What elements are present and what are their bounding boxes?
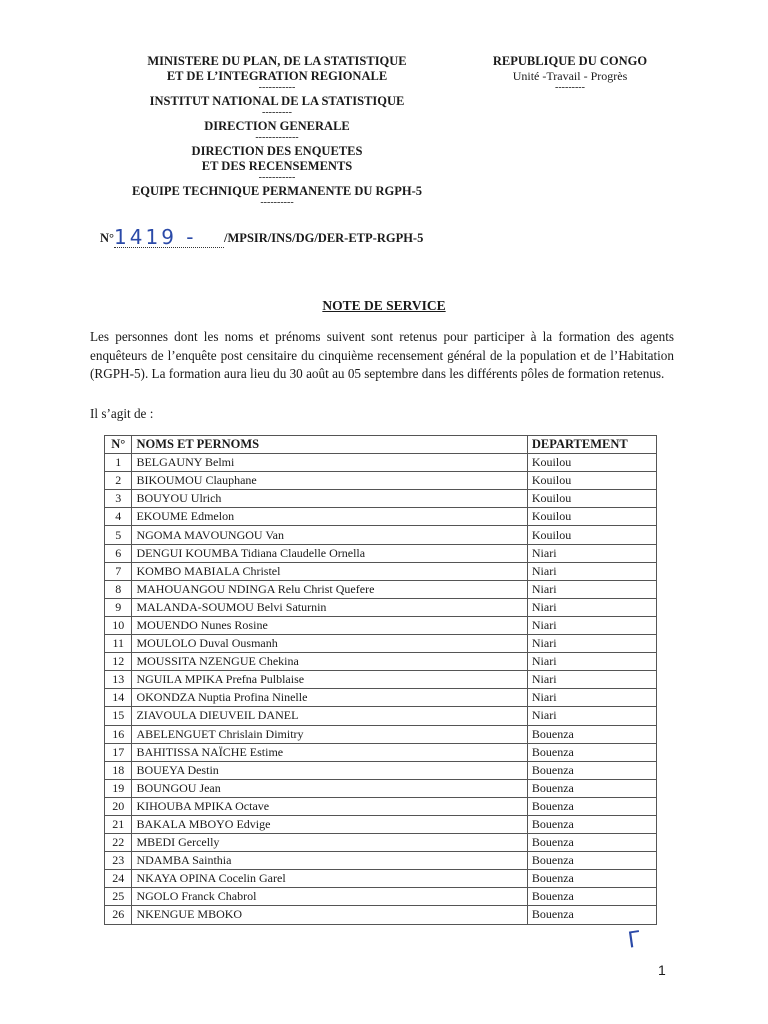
cell-department: Kouilou: [527, 526, 656, 544]
table-row: [105, 544, 657, 562]
cell-number: 2: [105, 472, 132, 490]
direction-enquetes-line-2: ET DES RECENSEMENTS: [201, 159, 353, 173]
cell-department: Bouenza: [527, 906, 656, 924]
cell-department: Kouilou: [527, 472, 656, 490]
page-number: 1: [658, 962, 666, 978]
cell-number: 11: [105, 635, 132, 653]
separator: -----------: [258, 172, 296, 183]
cell-name: ABELENGUET Chrislain Dimitry: [132, 725, 527, 743]
cell-name: BOUYOU Ulrich: [132, 490, 527, 508]
institute-line: INSTITUT NATIONAL DE LA STATISTIQUE: [149, 94, 405, 108]
cell-number: 3: [105, 490, 132, 508]
cell-name: DENGUI KOUMBA Tidiana Claudelle Ornella: [132, 544, 527, 562]
separator: ---------: [262, 107, 292, 118]
participants-table: [104, 435, 657, 925]
cell-name: MOUSSITA NZENGUE Chekina: [132, 653, 527, 671]
direction-generale-line: DIRECTION GENERALE: [204, 119, 350, 133]
handwritten-reference-number: 1419 -: [114, 227, 224, 248]
cell-name: BELGAUNY Belmi: [132, 454, 527, 472]
cell-number: 5: [105, 526, 132, 544]
cell-number: 26: [105, 906, 132, 924]
table-row: [105, 834, 657, 852]
republic-motto: Unité -Travail - Progrès: [512, 69, 628, 83]
table-row: [105, 562, 657, 580]
cell-name: BIKOUMOU Clauphane: [132, 472, 527, 490]
cell-number: 19: [105, 779, 132, 797]
cell-department: Bouenza: [527, 725, 656, 743]
cell-number: 15: [105, 707, 132, 725]
cell-department: Kouilou: [527, 508, 656, 526]
cell-number: 8: [105, 580, 132, 598]
cell-name: NDAMBA Sainthia: [132, 852, 527, 870]
cell-department: Niari: [527, 653, 656, 671]
table-row: [105, 490, 657, 508]
reference-number: [100, 227, 480, 248]
republic-name: REPUBLIQUE DU CONGO: [492, 54, 648, 68]
cell-name: NKAYA OPINA Cocelin Garel: [132, 870, 527, 888]
separator: ---------: [555, 82, 585, 93]
table-row: [105, 707, 657, 725]
column-header-department: DEPARTEMENT: [527, 436, 656, 454]
cell-number: 21: [105, 815, 132, 833]
cell-name: BAKALA MBOYO Edvige: [132, 815, 527, 833]
table-row: [105, 472, 657, 490]
cell-name: MALANDA-SOUMOU Belvi Saturnin: [132, 598, 527, 616]
table-row: [105, 508, 657, 526]
list-intro: Il s’agit de :: [90, 406, 154, 421]
cell-department: Bouenza: [527, 852, 656, 870]
table-row: [105, 779, 657, 797]
cell-department: Niari: [527, 544, 656, 562]
separator: -------------: [255, 132, 299, 143]
table-header-row: [105, 436, 657, 454]
cell-department: Bouenza: [527, 797, 656, 815]
table-row: [105, 616, 657, 634]
separator: ----------: [260, 197, 294, 208]
cell-name: BOUEYA Destin: [132, 761, 527, 779]
separator: -----------: [258, 82, 296, 93]
table-row: [105, 743, 657, 761]
cell-name: EKOUME Edmelon: [132, 508, 527, 526]
cell-number: 18: [105, 761, 132, 779]
cell-number: 10: [105, 616, 132, 634]
table-row: [105, 689, 657, 707]
table-row: [105, 870, 657, 888]
cell-department: Niari: [527, 598, 656, 616]
cell-name: BOUNGOU Jean: [132, 779, 527, 797]
cell-department: Niari: [527, 616, 656, 634]
cell-name: NGOMA MAVOUNGOU Van: [132, 526, 527, 544]
table-row: [105, 526, 657, 544]
reference-prefix: N°: [100, 231, 115, 245]
table-row: [105, 815, 657, 833]
cell-number: 20: [105, 797, 132, 815]
cell-department: Bouenza: [527, 761, 656, 779]
table-row: [105, 635, 657, 653]
cell-number: 9: [105, 598, 132, 616]
handwritten-initial-mark: ᒥ: [626, 927, 642, 954]
cell-department: Niari: [527, 562, 656, 580]
cell-name: KOMBO MABIALA Christel: [132, 562, 527, 580]
table-row: [105, 797, 657, 815]
table-row: [105, 454, 657, 472]
cell-number: 14: [105, 689, 132, 707]
body-paragraph: Les personnes dont les noms et prénoms suivent sont retenus pour participer à la formation des agents enquêteurs de l’enquête post censitaire du cinquième recensement général de la population et de l’Habitation (RGPH-5). La formation aura lieu du 30 août au 05 septembre dans les différents pôles de formation retenus.: [90, 329, 674, 381]
cell-number: 22: [105, 834, 132, 852]
republic-header: [490, 54, 650, 92]
cell-name: MOUENDO Nunes Rosine: [132, 616, 527, 634]
cell-number: 6: [105, 544, 132, 562]
cell-number: 24: [105, 870, 132, 888]
cell-number: 1: [105, 454, 132, 472]
cell-department: Niari: [527, 671, 656, 689]
cell-department: Bouenza: [527, 779, 656, 797]
cell-department: Bouenza: [527, 743, 656, 761]
cell-name: OKONDZA Nuptia Profina Ninelle: [132, 689, 527, 707]
table-row: [105, 653, 657, 671]
table-row: [105, 580, 657, 598]
cell-department: Kouilou: [527, 454, 656, 472]
cell-name: MOULOLO Duval Ousmanh: [132, 635, 527, 653]
cell-number: 17: [105, 743, 132, 761]
cell-department: Niari: [527, 580, 656, 598]
cell-number: 7: [105, 562, 132, 580]
cell-number: 4: [105, 508, 132, 526]
cell-number: 12: [105, 653, 132, 671]
table-row: [105, 852, 657, 870]
cell-name: NGOLO Franck Chabrol: [132, 888, 527, 906]
cell-department: Bouenza: [527, 834, 656, 852]
direction-enquetes-line-1: DIRECTION DES ENQUETES: [191, 144, 363, 158]
cell-number: 13: [105, 671, 132, 689]
cell-department: Niari: [527, 689, 656, 707]
equipe-technique-line: EQUIPE TECHNIQUE PERMANENTE DU RGPH-5: [131, 184, 423, 198]
cell-name: ZIAVOULA DIEUVEIL DANEL: [132, 707, 527, 725]
ministry-header: [112, 54, 442, 209]
cell-department: Niari: [527, 707, 656, 725]
table-row: [105, 598, 657, 616]
table-row: [105, 888, 657, 906]
cell-name: BAHITISSA NAÏCHE Estime: [132, 743, 527, 761]
table-row: [105, 906, 657, 924]
cell-name: KIHOUBA MPIKA Octave: [132, 797, 527, 815]
cell-name: NKENGUE MBOKO: [132, 906, 527, 924]
cell-number: 16: [105, 725, 132, 743]
ministry-line-2: ET DE L’INTEGRATION REGIONALE: [166, 69, 388, 83]
cell-department: Kouilou: [527, 490, 656, 508]
column-header-name: NOMS ET PERNOMS: [132, 436, 527, 454]
column-header-number: N°: [105, 436, 132, 454]
reference-suffix: /MPSIR/INS/DG/DER-ETP-RGPH-5: [224, 231, 424, 245]
cell-department: Bouenza: [527, 870, 656, 888]
cell-department: Niari: [527, 635, 656, 653]
table-row: [105, 761, 657, 779]
cell-name: MBEDI Gercelly: [132, 834, 527, 852]
ministry-line-1: MINISTERE DU PLAN, DE LA STATISTIQUE: [147, 54, 407, 68]
table-row: [105, 671, 657, 689]
cell-department: Bouenza: [527, 888, 656, 906]
cell-name: MAHOUANGOU NDINGA Relu Christ Quefere: [132, 580, 527, 598]
table-row: [105, 725, 657, 743]
cell-department: Bouenza: [527, 815, 656, 833]
cell-number: 25: [105, 888, 132, 906]
document-title: NOTE DE SERVICE: [322, 298, 446, 313]
cell-number: 23: [105, 852, 132, 870]
cell-name: NGUILA MPIKA Prefna Pulblaise: [132, 671, 527, 689]
